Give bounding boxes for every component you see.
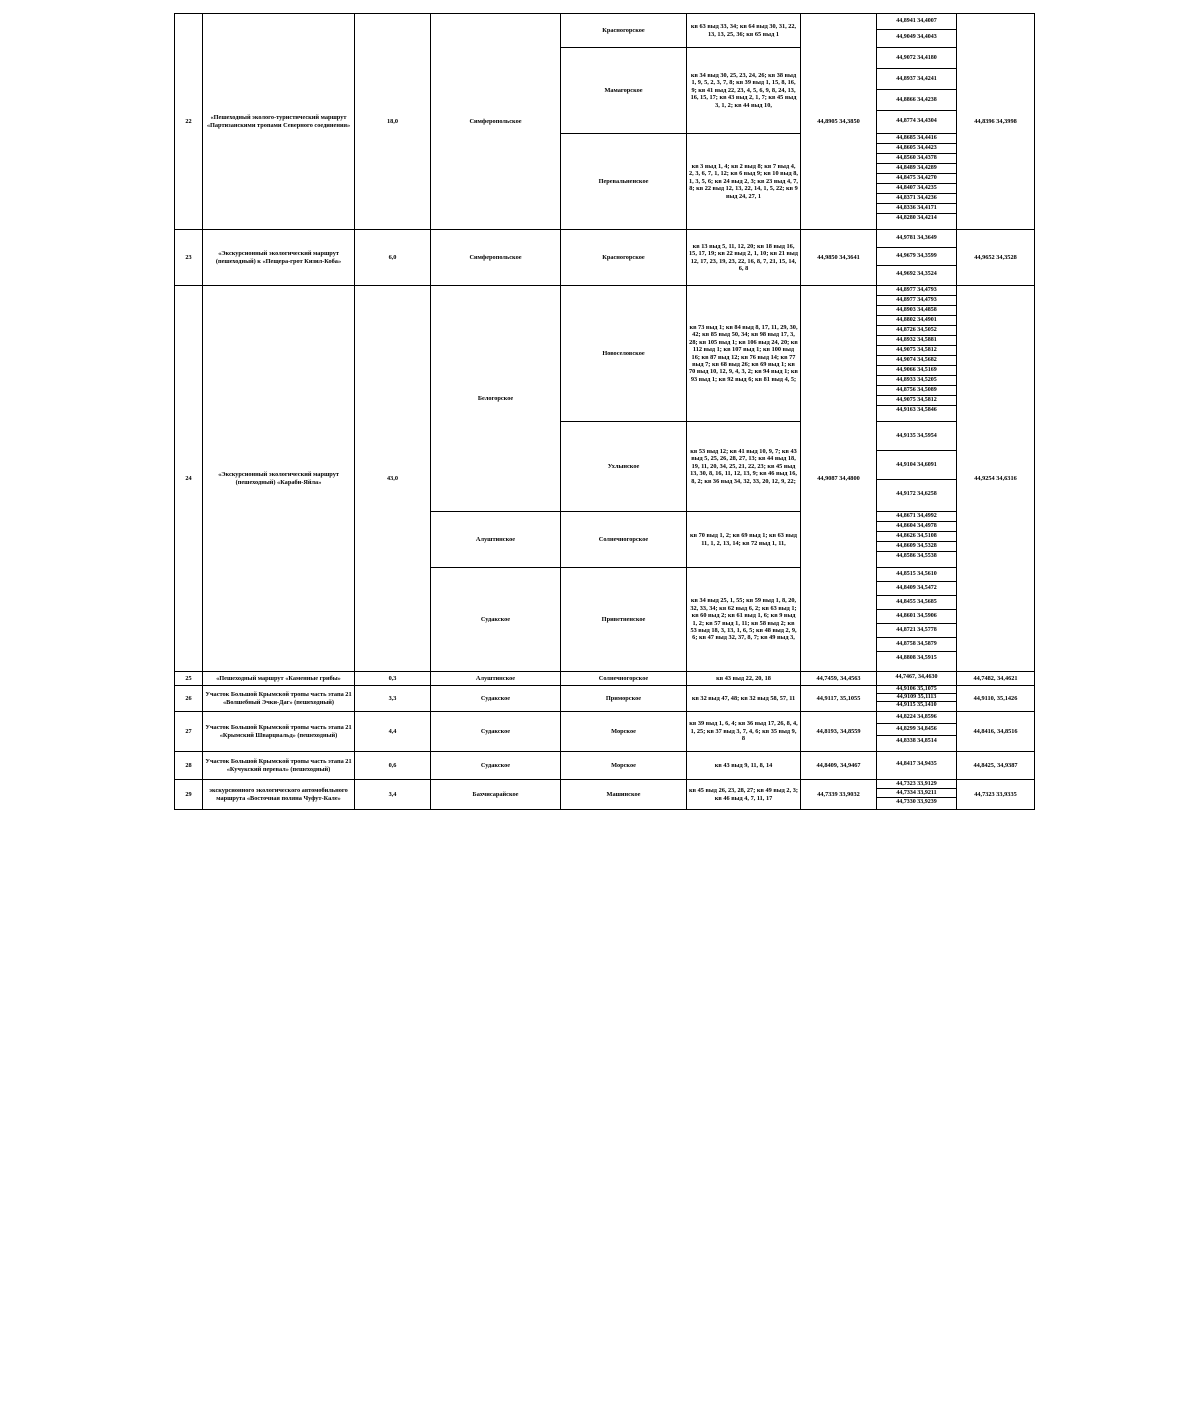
center-coords-cell: 44,8193, 34,8559 — [801, 712, 877, 752]
table-row — [175, 14, 1035, 48]
quarters-cell: кв 39 выд 1, 6, 4; кв 36 выд 17, 26, 8, 4, 1, 25; кв 37 выд 3, 7, 4, 6; кв 35 выд 9, 8 — [687, 712, 801, 752]
coord-item: 44,8601 34,5906 — [877, 610, 956, 624]
coord-item: 44,8224 34,8596 — [877, 712, 956, 724]
routes-table — [174, 13, 1035, 810]
coord-item: 44,8726 34,5052 — [877, 326, 956, 336]
quarters-cell: кв 32 выд 47, 48; кв 32 выд 58, 57, 11 — [687, 686, 801, 712]
coords-list — [877, 752, 956, 777]
coords-cell — [877, 422, 957, 512]
coord-item: 44,8280 34,4214 — [896, 215, 937, 222]
route-length-cell: 0,6 — [355, 752, 431, 780]
coord-item: 44,8977 34,4793 — [877, 296, 956, 306]
coord-item: 44,8455 34,5685 — [877, 596, 956, 610]
route-name-cell: «Пешеходный маршрут «Каменные грибы» — [203, 672, 355, 686]
district-forestry-cell: Новоселовское — [561, 286, 687, 422]
coords-cell — [877, 752, 957, 780]
route-name-cell: Участок Большой Крымской тропы часть этапа 21 «Волшебный Эчки-Даг» (пешеходный) — [203, 686, 355, 712]
coords-cell — [877, 48, 957, 134]
route-number-cell: 22 — [175, 14, 203, 230]
center-coords-cell: 44,9850 34,3641 — [801, 230, 877, 286]
coord-item: 44,8515 34,5610 — [877, 568, 956, 582]
coords-cell — [877, 686, 957, 712]
coord-item: 44,9692 34,3524 — [896, 271, 937, 278]
district-forestry-cell: Машинское — [561, 780, 687, 810]
coord-item: 44,7330 33,9239 — [896, 798, 937, 805]
route-number-cell: 26 — [175, 686, 203, 712]
route-name-cell: экскурсионного экологического автомобильного маршрута «Восточная поляна Чуфут-Кале» — [203, 780, 355, 810]
route-length-cell: 18,0 — [355, 14, 431, 230]
quarters-cell: кв 34 выд 25, 1, 55; кв 59 выд 1, 8, 20, 32, 33, 34; кв 62 выд 6, 2; кв 63 выд 1; кв 60 выд 2; кв 61 выд 1, 6; кв 9 выд 1, 2; кв 57 выд 1, 11; кв 58 выд 2; кв 53 выд 18, 3, 13, 1, 6, 5; кв 48 выд 2, 9, 6; кв 47 выд 32, 37, 8, 7; кв 49 выд 3, — [687, 568, 801, 672]
quarters-cell: кв 34 выд 30, 25, 23, 24, 26; кв 38 выд 1, 9, 5, 2, 3, 7, 8; кв 39 выд 1, 15, 8, 16, 9; кв 41 выд 22, 23, 4, 5, 6, 9, 8, 24, 13, 16, 15, 17; кв 43 выд 2, 1, 7; кв 45 выд 3, 1, 2; кв 44 выд 10, — [687, 48, 801, 134]
coord-item: 44,9072 34,4180 — [877, 48, 956, 69]
table-row — [175, 230, 1035, 286]
coord-item: 44,9172 34,6258 — [896, 490, 937, 497]
coords-list — [877, 568, 956, 665]
coord-item: 44,8802 34,4901 — [877, 316, 956, 326]
coord-item: 44,9104 34,6091 — [877, 451, 956, 480]
coord-item: 44,9109 35,1113 — [877, 694, 956, 702]
coord-item: 44,9049 34,4043 — [896, 34, 937, 41]
coord-item: 44,8941 34,4007 — [877, 14, 956, 30]
coord-item: 44,8604 34,4978 — [877, 522, 956, 532]
coords-list — [877, 230, 956, 283]
end-coords-cell: 44,7482, 34,4621 — [957, 672, 1035, 686]
forestry-cell: Симферопольское — [431, 14, 561, 230]
coords-cell — [877, 14, 957, 48]
table-row — [175, 686, 1035, 712]
route-number-cell: 29 — [175, 780, 203, 810]
quarters-cell: кв 43 выд 9, 11, 8, 14 — [687, 752, 801, 780]
coord-item: 44,8417 34,9435 — [896, 761, 937, 768]
route-length-cell: 6,0 — [355, 230, 431, 286]
coords-list — [877, 286, 956, 415]
center-coords-cell: 44,9117, 35,1055 — [801, 686, 877, 712]
coord-item: 44,9135 34,5954 — [877, 422, 956, 451]
coords-list — [877, 672, 956, 683]
coord-item: 44,8475 34,4270 — [877, 174, 956, 184]
coords-cell — [877, 712, 957, 752]
end-coords-cell: 44,9110, 35,1426 — [957, 686, 1035, 712]
coords-list — [877, 48, 956, 131]
table-row — [175, 672, 1035, 686]
end-coords-cell: 44,8396 34,3998 — [957, 14, 1035, 230]
quarters-cell: кв 13 выд 5, 11, 12, 20; кв 18 выд 16, 15, 17, 19; кв 22 выд 2, 1, 10; кв 21 выд 12, 17, 23, 19, 23, 22, 16, 8, 7, 21, 15, 14, 6, 8 — [687, 230, 801, 286]
route-length-cell: 3,3 — [355, 686, 431, 712]
forestry-cell: Бахчисарайское — [431, 780, 561, 810]
coord-item: 44,9106 35,1075 — [877, 686, 956, 694]
district-forestry-cell: Приморское — [561, 686, 687, 712]
coord-item: 44,8586 34,5538 — [896, 553, 937, 560]
coord-item: 44,8977 34,4793 — [877, 286, 956, 296]
end-coords-cell: 44,8416, 34,8516 — [957, 712, 1035, 752]
district-forestry-cell: Перевальненское — [561, 134, 687, 230]
coords-list — [877, 14, 956, 45]
coord-item: 44,8756 34,5089 — [877, 386, 956, 396]
coord-item: 44,9679 34,3599 — [877, 248, 956, 266]
route-length-cell: 4,4 — [355, 712, 431, 752]
coord-item: 44,9066 34,5169 — [877, 366, 956, 376]
coord-item: 44,8409 34,5472 — [877, 582, 956, 596]
coord-item: 44,8685 34,4416 — [877, 134, 956, 144]
coord-item: 44,8774 34,4304 — [896, 117, 937, 124]
district-forestry-cell: Красногорское — [561, 14, 687, 48]
coord-item: 44,8489 34,4289 — [877, 164, 956, 174]
center-coords-cell: 44,8409, 34,9467 — [801, 752, 877, 780]
coord-item: 44,8338 34,8514 — [896, 738, 937, 745]
table-row — [175, 286, 1035, 422]
coords-list — [877, 686, 956, 709]
center-coords-cell: 44,9087 34,4800 — [801, 286, 877, 672]
quarters-cell: кв 3 выд 1, 4; кв 2 выд 8; кв 7 выд 4, 2, 3, 6, 7, 1, 12; кв 6 выд 9; кв 10 выд 8, 1, 3, 5, 6; кв 24 выд 2, 3; кв 23 выд 4, 7, 8; кв 22 выд 12, 13, 22, 14, 1, 5, 22; кв 9 выд 24, 27, 1 — [687, 134, 801, 230]
district-forestry-cell: Ухлынское — [561, 422, 687, 512]
coord-item: 44,8903 34,4858 — [877, 306, 956, 316]
routes-table-body — [175, 14, 1035, 810]
forestry-cell: Судакское — [431, 752, 561, 780]
forestry-cell: Судакское — [431, 712, 561, 752]
route-length-cell: 3,4 — [355, 780, 431, 810]
end-coords-cell: 44,9254 34,6316 — [957, 286, 1035, 672]
coords-cell — [877, 230, 957, 286]
forestry-cell: Белогорское — [431, 286, 561, 512]
route-length-cell: 43,0 — [355, 286, 431, 672]
coord-item: 44,8937 34,4241 — [877, 69, 956, 90]
coord-item: 44,8808 34,5915 — [896, 655, 937, 662]
table-row — [175, 752, 1035, 780]
coord-item: 44,9075 34,5812 — [877, 346, 956, 356]
coords-cell — [877, 134, 957, 230]
coords-list — [877, 512, 956, 561]
coords-cell — [877, 780, 957, 810]
center-coords-cell: 44,8905 34,3850 — [801, 14, 877, 230]
route-name-cell: Участок Большой Крымской тропы часть этапа 21 «Крымский Шварцвальд» (пешеходный) — [203, 712, 355, 752]
coord-item: 44,9781 34,3649 — [877, 230, 956, 248]
center-coords-cell: 44,7459, 34,4563 — [801, 672, 877, 686]
district-forestry-cell: Морское — [561, 712, 687, 752]
coord-item: 44,8371 34,4236 — [877, 194, 956, 204]
center-coords-cell: 44,7339 33,9032 — [801, 780, 877, 810]
coords-cell — [877, 512, 957, 568]
coords-cell — [877, 568, 957, 672]
quarters-cell: кв 70 выд 1, 2; кв 69 выд 1; кв 63 выд 11, 1, 2, 13, 14; кв 72 выд 1, 11, — [687, 512, 801, 568]
table-row — [175, 712, 1035, 752]
district-forestry-cell: Морское — [561, 752, 687, 780]
coords-cell — [877, 672, 957, 686]
route-length-cell: 0,3 — [355, 672, 431, 686]
forestry-cell: Судакское — [431, 568, 561, 672]
forestry-cell: Алуштинское — [431, 672, 561, 686]
coord-item: 44,9075 34,5812 — [877, 396, 956, 406]
coord-item: 44,8609 34,5328 — [877, 542, 956, 552]
coord-item: 44,7467, 34,4630 — [895, 674, 938, 681]
table-row — [175, 780, 1035, 810]
end-coords-cell: 44,7323 33,9335 — [957, 780, 1035, 810]
coord-item: 44,8758 34,5879 — [877, 638, 956, 652]
quarters-cell: кв 63 выд 33, 34; кв 64 выд 30, 31, 22, 13, 13, 25, 36; кв 65 выд 1 — [687, 14, 801, 48]
route-number-cell: 23 — [175, 230, 203, 286]
coord-item: 44,8932 34,5881 — [877, 336, 956, 346]
coords-list — [877, 780, 956, 806]
route-number-cell: 24 — [175, 286, 203, 672]
coord-item: 44,8560 34,4378 — [877, 154, 956, 164]
end-coords-cell: 44,8425, 34,9387 — [957, 752, 1035, 780]
route-number-cell: 28 — [175, 752, 203, 780]
route-name-cell: «Экскурсионный экологический маршрут (пешеходный) к «Пещера-грот Кизил-Коба» — [203, 230, 355, 286]
coords-list — [877, 134, 956, 223]
district-forestry-cell: Приветненское — [561, 568, 687, 672]
forestry-cell: Судакское — [431, 686, 561, 712]
route-name-cell: «Пешеходный эколого-туристический маршрут «Партизанскими тропами Северного соединения» — [203, 14, 355, 230]
coord-item: 44,8933 34,5205 — [877, 376, 956, 386]
coord-item: 44,8407 34,4235 — [877, 184, 956, 194]
coords-list — [877, 422, 956, 508]
coord-item: 44,7334 33,9211 — [877, 789, 956, 798]
coord-item: 44,8721 34,5778 — [877, 624, 956, 638]
coord-item: 44,9074 34,5682 — [877, 356, 956, 366]
coord-item: 44,9163 34,5846 — [896, 407, 937, 414]
coords-cell — [877, 286, 957, 422]
coord-item: 44,9115 35,1410 — [896, 702, 937, 709]
route-name-cell: Участок Большой Крымской тропы часть этапа 21 «Кучукский перевал» (пешеходный) — [203, 752, 355, 780]
route-number-cell: 27 — [175, 712, 203, 752]
coord-item: 44,8299 34,8456 — [877, 724, 956, 736]
quarters-cell: кв 73 выд 1; кв 84 выд 8, 17, 11, 29, 30, 42; кв 85 выд 50, 34; кв 98 выд 17, 3, 28; кв 105 выд 1; кв 106 выд 24, 20; кв 112 выд 1; кв 107 выд 1; кв 100 выд 16; кв 87 выд 12; кв 76 выд 14; кв 77 выд 7; кв 68 выд 26; кв 69 выд 1; кв 70 выд 10, 12, 9, 4, 3, 2; кв 94 выд 1; кв 93 выд 1; кв 92 выд 6; кв 81 выд 4, 5; — [687, 286, 801, 422]
end-coords-cell: 44,9652 34,3528 — [957, 230, 1035, 286]
forestry-cell: Алуштинское — [431, 512, 561, 568]
quarters-cell: кв 53 выд 12; кв 41 выд 10, 9, 7; кв 43 выд 5, 25, 26, 28, 27, 13; кв 44 выд 18, 19, 11, 20, 34, 25, 21, 22, 23; кв 45 выд 13, 30, 8, 16, 11, 12, 13, 9; кв 46 выд 16, 8, 2; кв 36 выд 34, 32, 33, 20, 12, 9, 22; — [687, 422, 801, 512]
coord-item: 44,8626 34,5108 — [877, 532, 956, 542]
coord-item: 44,8866 34,4238 — [877, 90, 956, 111]
coord-item: 44,7323 33,9129 — [877, 780, 956, 789]
document-page — [174, 13, 1034, 810]
forestry-cell: Симферопольское — [431, 230, 561, 286]
coord-item: 44,8336 34,4171 — [877, 204, 956, 214]
coord-item: 44,8605 34,4423 — [877, 144, 956, 154]
route-name-cell: «Экскурсионный экологический маршрут (пешеходный) «Караби-Яйла» — [203, 286, 355, 672]
district-forestry-cell: Красногорское — [561, 230, 687, 286]
coords-list — [877, 712, 956, 747]
district-forestry-cell: Мамагорское — [561, 48, 687, 134]
route-number-cell: 25 — [175, 672, 203, 686]
coord-item: 44,8671 34,4992 — [877, 512, 956, 522]
district-forestry-cell: Солнечногорское — [561, 672, 687, 686]
district-forestry-cell: Солнечногорское — [561, 512, 687, 568]
quarters-cell: кв 45 выд 26, 23, 28, 27; кв 49 выд 2, 3; кв 46 выд 4, 7, 11, 17 — [687, 780, 801, 810]
quarters-cell: кв 43 выд 22, 20, 18 — [687, 672, 801, 686]
